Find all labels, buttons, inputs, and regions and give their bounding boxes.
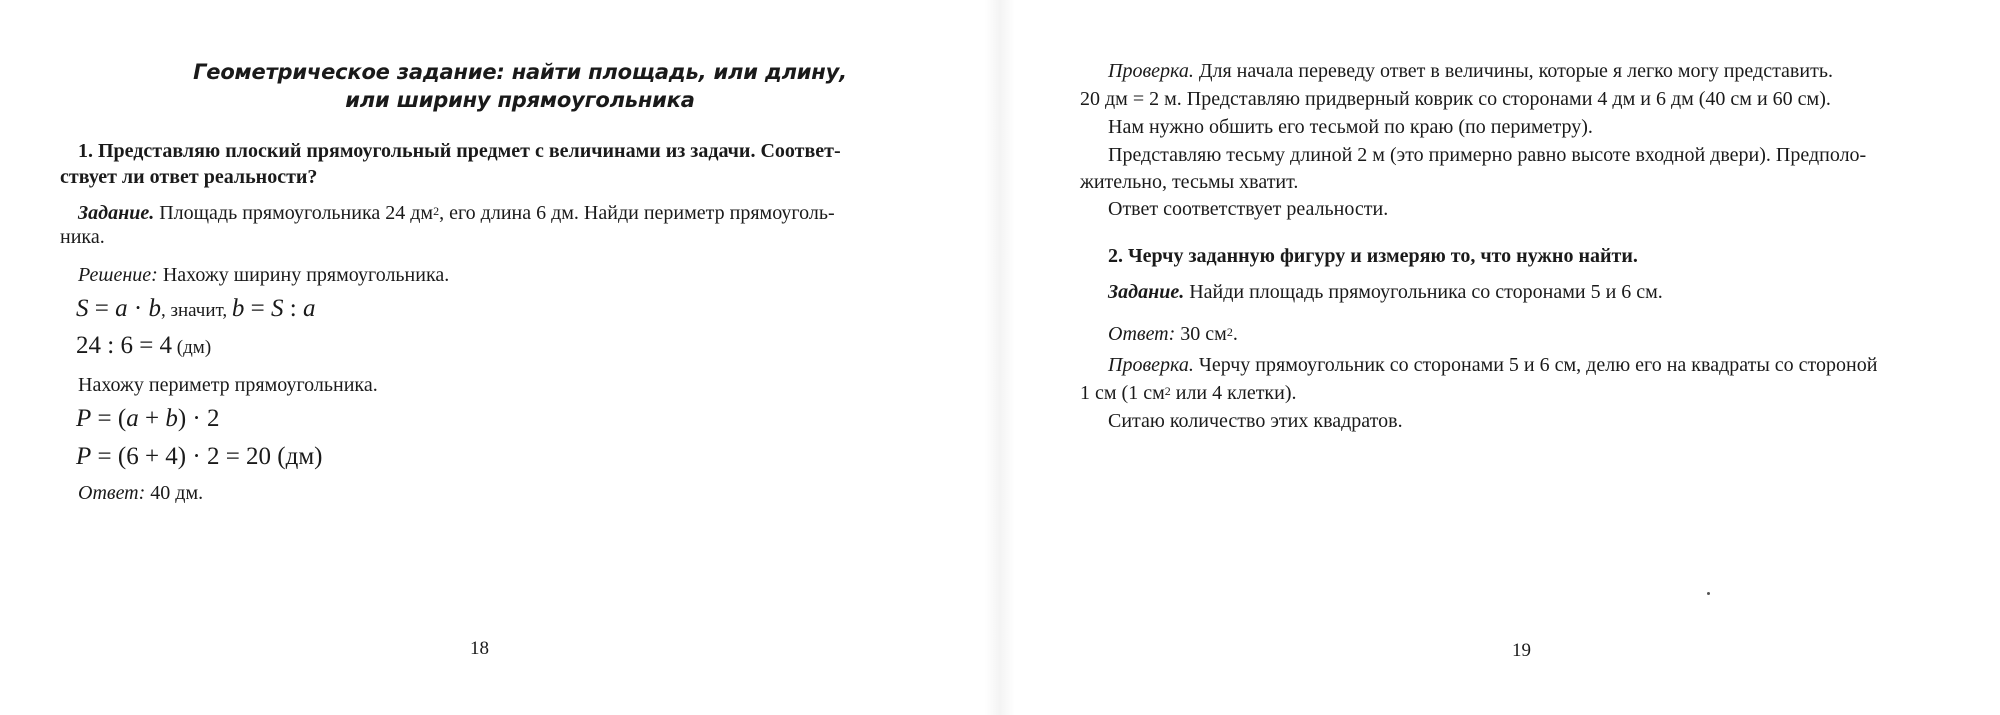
formula-width-main: 24 : 6 = 4 [76,332,173,359]
formula-a2: a [302,295,316,322]
formula-perimeter-var-b: b [165,405,178,432]
task-text-b: , его длина 6 дм. Найди периметр прямоуголь- [439,202,835,224]
task-2-text: Найди площадь прямоугольника со сторонами 5 и 6 см. [1184,281,1663,303]
check-text: Для начала переведу ответ в величины, которые я легко могу представить. [1193,60,1833,82]
perimeter-text: Нахожу периметр прямоугольника. [78,374,378,396]
section-2-heading: 2. Черчу заданную фигуру и измеряю то, что нужно найти. [1108,245,1638,267]
formula-width-unit: (дм) [172,337,212,358]
page-title [150,58,890,114]
check-2-line-2b: или 4 клетки). [1170,382,1297,404]
formula-width [76,330,211,364]
answer-paragraph [78,480,203,507]
check-line-2: 20 дм = 2 м. Представляю придверный коврик со сторонами 4 дм и 6 дм (40 см и 60 см). [1080,88,1831,110]
answer-2-paragraph [1108,321,1238,348]
formula-perimeter-plus: + [138,405,166,432]
check-line-5: жительно, тесьмы хватит. [1080,171,1299,193]
formula-perimeter-result-text: = (6 + 4) · 2 = 20 (дм) [91,443,323,470]
task-2-label: Задание. [1108,281,1185,303]
answer-2-sup: 2 [1226,325,1233,339]
answer-2-text: 30 см [1175,323,1227,345]
section-1-heading-line-2: ствует ли ответ реальности? [60,166,318,188]
check-line-4: Представляю тесьму длиной 2 м (это примерно равно высоте входной двери). Предполо- [1108,144,1867,166]
formula-colon: : [283,295,303,322]
task-sup: 2 [433,204,440,218]
formula-znachit: , значит, [160,300,232,321]
check-2-paragraph [1108,352,1877,379]
check-2-line-3: Ситаю количество этих квадратов. [1108,410,1403,432]
formula-b: b [148,295,161,322]
answer-label: Ответ: [78,482,146,504]
formula-a: a [115,295,128,322]
formula-perimeter-var-a: a [126,405,139,432]
check-line-6: Ответ соответствует реальности. [1108,198,1389,220]
formula-S: S [76,295,89,322]
task-2-paragraph [1108,279,1663,306]
formula-P2: P [76,443,92,470]
check-label: Проверка. [1108,60,1194,82]
formula-perimeter-result [76,441,323,473]
section-1-heading-line-1: 1. Представляю плоский прямоугольный предмет с величинами из задачи. Соответ- [78,140,841,162]
formula-perimeter-a: = ( [91,405,127,432]
check-line-3: Нам нужно обшить его тесьмой по краю (по периметру). [1108,116,1593,138]
check-2-line-2a: 1 см (1 см [1080,382,1165,404]
formula-S2: S [271,295,284,322]
formula-eq: = [88,295,116,322]
title-line-1: Геометрическое задание: найти площадь, или длину, [193,60,847,84]
speck [1707,592,1710,595]
formula-P: P [76,405,92,432]
formula-perimeter [76,403,219,435]
task-line-2: ника. [60,226,105,248]
solution-text: Нахожу ширину прямоугольника. [157,264,450,286]
check-2-sup: 2 [1164,384,1171,398]
page-number-right: 19 [1512,640,1531,661]
task-label: Задание. [78,202,155,224]
answer-text: 40 дм. [145,482,204,504]
formula-dot: · [127,295,149,322]
answer-2-end: . [1232,323,1238,345]
formula-perimeter-b: ) · 2 [177,405,220,432]
check-2-text: Черчу прямоугольник со сторонами 5 и 6 см, делю его на квадраты со стороной [1193,354,1878,376]
formula-b2: b [231,295,245,322]
formula-area [76,293,315,327]
task-paragraph [78,200,835,227]
solution-label: Решение: [78,264,158,286]
formula-eq2: = [244,295,271,322]
check-paragraph [1108,58,1833,85]
right-page [1000,0,2000,715]
task-text-a: Площадь прямоугольника 24 дм [154,202,434,224]
solution-paragraph [78,262,449,289]
check-2-line-2 [1080,380,1297,407]
title-line-2: или ширину прямоугольника [345,88,695,112]
answer-2-label: Ответ: [1108,323,1176,345]
page-number-left: 18 [470,638,489,659]
left-page [0,0,990,715]
check-2-label: Проверка. [1108,354,1194,376]
